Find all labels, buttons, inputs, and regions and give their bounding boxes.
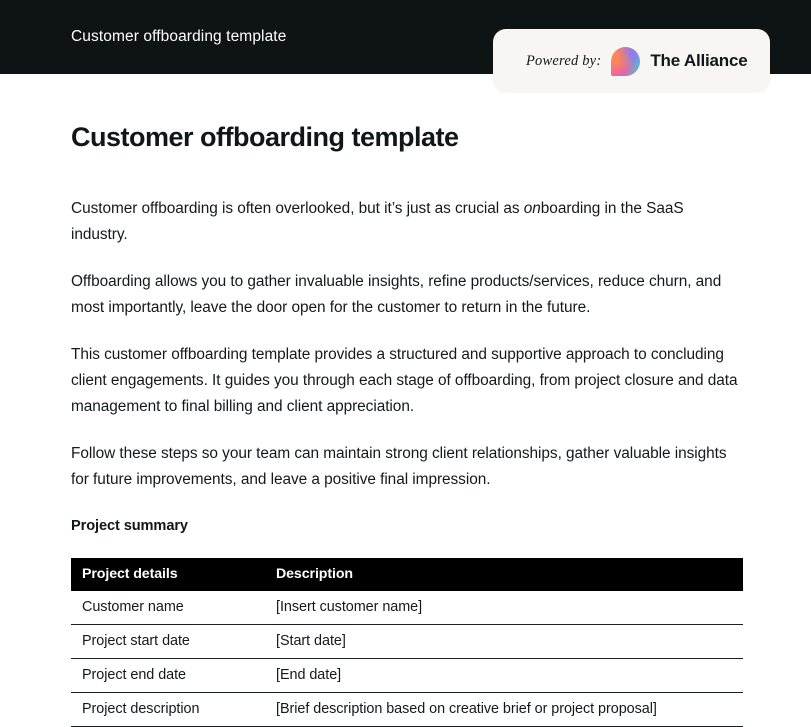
table-body <box>71 591 743 727</box>
benefits-paragraph: Offboarding allows you to gather invaluable insights, refine products/services, reduce churn, and most importantly, leave the door open for the customer to return in the future. <box>71 273 722 317</box>
row-value-project-start-date[interactable]: [Start date] <box>265 625 743 659</box>
intro-text-before: Customer offboarding is often overlooked, but it’s just as crucial as <box>71 200 524 218</box>
table-header <box>71 558 743 591</box>
section-heading-project-summary: Project summary <box>71 518 188 535</box>
row-label-project-end-date: Project end date <box>71 659 265 693</box>
project-summary-table <box>71 558 743 727</box>
row-label-project-start-date: Project start date <box>71 625 265 659</box>
column-header-project-details: Project details <box>71 558 265 591</box>
row-label-project-description: Project description <box>71 693 265 727</box>
alliance-droplet-logo-icon <box>611 47 640 76</box>
row-label-customer-name: Customer name <box>71 591 265 625</box>
instructions-paragraph: Follow these steps so your team can maintain strong client relationships, gather valuable insights for future improvements, and leave a positive final impression. <box>71 445 727 489</box>
intro-text-after: boarding in the SaaS industry. <box>71 200 684 244</box>
table-row <box>71 659 743 693</box>
table-header-row <box>71 558 743 591</box>
row-value-customer-name[interactable]: [Insert customer name] <box>265 591 743 625</box>
header-document-title: Customer offboarding template <box>71 28 287 45</box>
table-row <box>71 693 743 727</box>
app-header <box>0 0 811 74</box>
row-value-project-end-date[interactable]: [End date] <box>265 659 743 693</box>
table-row <box>71 625 743 659</box>
column-header-description: Description <box>265 558 743 591</box>
brand-name-label: The Alliance <box>650 51 748 70</box>
intro-text-emphasis: on <box>523 200 541 218</box>
row-value-project-description[interactable]: [Brief description based on creative brief or project proposal] <box>265 693 743 727</box>
template-overview-paragraph: This customer offboarding template provides a structured and supportive approach to concluding client engagements. It guides you through each stage of offboarding, from project closure and data management to final billing and client appreciation. <box>71 346 738 416</box>
powered-by-badge <box>493 29 770 93</box>
page-title: Customer offboarding template <box>71 122 459 152</box>
table-row <box>71 591 743 625</box>
document-body <box>0 121 811 727</box>
powered-by-label: Powered by: <box>526 52 602 69</box>
intro-paragraph <box>71 196 740 248</box>
